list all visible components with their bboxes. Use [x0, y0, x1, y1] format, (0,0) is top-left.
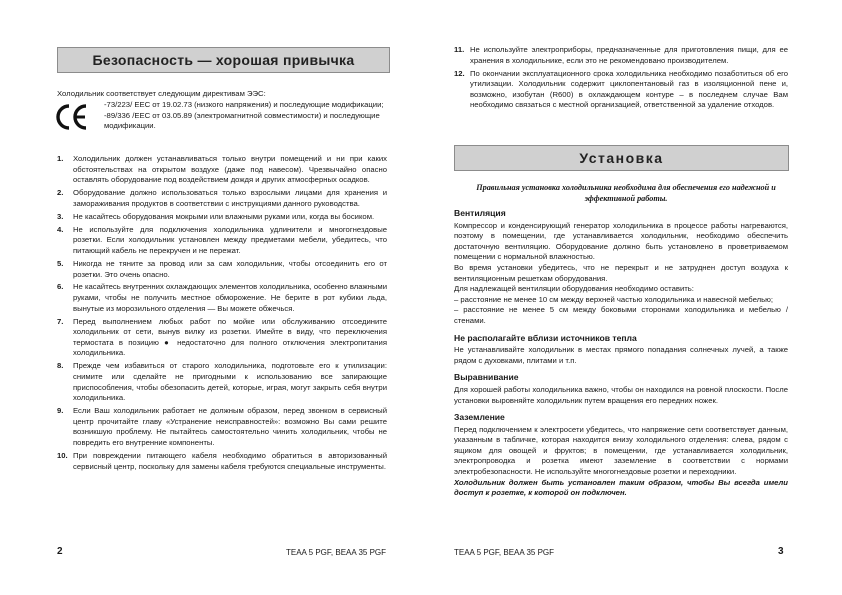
ventilation-text: – расстояние не менее 5 см между боковыми сторонами холодильника и мебелью / стенами.	[454, 305, 788, 325]
list-item: 10. При повреждении питающего кабеля необходимо обратиться в авторизованный сервисный центр, поскольку для замены кабеля требуются специальные инструменты.	[57, 450, 387, 471]
list-item: 8. Прежде чем избавиться от старого холодильника, подготовьте его к утилизации: снимите или сделайте не пригодными к использованию все запирающие приспособления, чтобы обезопасить детей, которые, играя, могут закрыть себя внутри холодильника.	[57, 361, 387, 403]
leveling-text: Для хорошей работы холодильника важно, чтобы он находился на ровной плоскости. После установки выровняйте холодильник путем вращения его передних ножек.	[454, 384, 788, 405]
ventilation-text: – расстояние не менее 10 см между верхней частью холодильника и навесной мебелью;	[454, 294, 773, 304]
heat-text: Не устанавливайте холодильник в местах прямого попадания солнечных лучей, а также рядом с духовками, плитами и т.п.	[454, 345, 788, 365]
list-item: 11. Не используйте электроприборы, предназначенные для приготовления пищи, для ее хранения в холодильнике, если это не рекомендовано производителем.	[454, 45, 788, 65]
list-item: 4. Не используйте для подключения холодильника удлинители и многогнездовые розетки. Если холодильник установлен между предметами мебели, убедитесь, что питающий кабель не перекручен и не пережат.	[57, 224, 387, 255]
grounding-note: Холодильник должен быть установлен таким образом, чтобы Вы всегда имели доступ к розетке, к которой он подключен.	[454, 477, 788, 498]
model-footer: TEAA 5 PGF, BEAA 35 PGF	[286, 548, 387, 557]
list-item: 3. Не касайтесь оборудования мокрыми или влажными руками или, когда вы босиком.	[57, 211, 375, 221]
list-item: 1. Холодильник должен устанавливаться только внутри помещений и ни при каких обстоятельствах на открытом воздухе (даже под навесом). Чрезвычайно опасно оставлять оборудование под воздействием дождя и других атмосферных осадков.	[57, 154, 387, 185]
installation-title: Установка	[454, 145, 789, 171]
directives-intro: Холодильник соответствует следующим директивам ЭЭС:	[57, 89, 266, 98]
list-item: 12. По окончании эксплуатационного срока холодильника необходимо позаботиться об его утилизации. Холодильник содержит циклопентановый газ в изоляционной пене и, возможно, изобутан (R600) в охлаждающем контуре – в последнем случае Вам необходимо связаться с местной организацией, ответственной за удаление отходов.	[454, 68, 788, 110]
model-footer: TEAA 5 PGF, BEAA 35 PGF	[454, 548, 555, 557]
heat-heading: Не располагайте вблизи источников тепла	[454, 332, 637, 343]
page-number: 3	[778, 546, 784, 557]
safety-title: Безопасность — хорошая привычка	[57, 47, 390, 73]
grounding-heading: Заземление	[454, 412, 505, 423]
leveling-heading: Выравнивание	[454, 372, 519, 383]
ventilation-text: Для надлежащей вентиляции оборудования необходимо оставить:	[454, 284, 694, 294]
directive-item: -73/223/ EEC от 19.02.73 (низкого напряжения) и последующие модификации;	[104, 100, 384, 109]
ventilation-text: Компрессор и конденсирующий генератор холодильника в процессе работы нагреваются, поэтому в помещении, где устанавливается холодильник, необходимо обеспечить достаточную вентиляцию. Оборудование должно быть установлено в проветриваемом помещении с нормальной влажностью.	[454, 220, 788, 262]
ce-mark-icon	[55, 103, 89, 131]
ventilation-text: Во время установки убедитесь, что не перекрыт и не затруднен доступ воздуха к вентиляционным решеткам оборудования.	[454, 262, 788, 283]
ventilation-heading: Вентиляция	[454, 208, 506, 218]
safety-list-continued	[454, 45, 788, 113]
directives-list	[104, 100, 388, 132]
list-item: 5. Никогда не тяните за провод или за сам холодильник, чтобы отсоединить его от розетки. Это очень опасно.	[57, 258, 387, 279]
list-item: 6. Не касайтесь внутренних охлаждающих элементов холодильника, особенно влажными руками, чтобы не получить местное обморожение. Не берите в рот кубики льда, вынутые из морозильного отделения — Вы можете обжечься.	[57, 282, 387, 313]
installation-body	[454, 208, 788, 499]
safety-list	[57, 154, 387, 475]
list-item: 9. Если Ваш холодильник работает не должным образом, перед звонком в сервисный центр прочитайте главу «Устранение неисправностей»: возможно Вы сами решите возникшую проблему. Не пытайтесь самостоятельно чинить холодильник, чтобы не повредить его внутренние компоненты.	[57, 406, 387, 447]
list-item: 2. Оборудование должно использоваться только взрослыми лицами для хранения и замораживания продуктов в соответствии с инструкциями данного руководства.	[57, 188, 387, 208]
list-item: 7. Перед выполнением любых работ по мойке или обслуживанию отсоедините холодильник от сети, вынув вилку из розетки. Имейте в виду, что переключения термостата в позицию ● недостаточно для полного отключения электропитания холодильника.	[57, 316, 387, 358]
directive-item: -89/336 /EEC от 03.05.89 (электромагнитной совместимости) и последующие модификации.	[104, 110, 380, 131]
right-page	[421, 0, 842, 595]
page-number: 2	[57, 546, 63, 557]
installation-lead: Правильная установка холодильника необходима для обеспечения его надежной и эффективной работы.	[476, 183, 776, 203]
grounding-text: Перед подключением к электросети убедитесь, что напряжение сети соответствует данным, указанным в табличке, которая находится внизу холодильного отделения: слева, рядом с ящиком для овощей и фруктов; в помещении, где устанавливается холодильник, электропроводка и розетка имеют заземление в соответствии с нормами электробезопасности. Не используйте многогнездовые розетки и переходники.	[454, 424, 788, 477]
